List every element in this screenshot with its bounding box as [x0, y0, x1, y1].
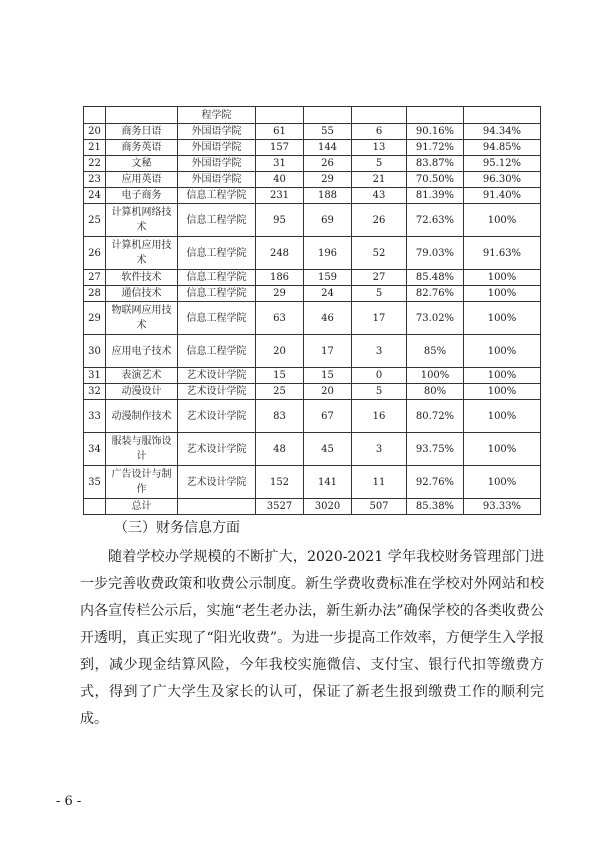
table-cell: 231	[256, 188, 304, 204]
table-cell: 信息工程学院	[178, 302, 256, 335]
table-row	[84, 286, 541, 302]
table-cell: 26	[84, 237, 106, 270]
table-row	[84, 237, 541, 270]
table-cell: 100%	[464, 204, 541, 237]
table-cell: 外国语学院	[178, 124, 256, 140]
table-cell: 20	[256, 335, 304, 368]
table-cell: 196	[304, 237, 352, 270]
table-cell: 92.76%	[407, 466, 464, 499]
table-cell: 计算机网络技术	[106, 204, 178, 237]
table-cell: 100%	[407, 368, 464, 384]
table-cell: 55	[304, 124, 352, 140]
table-cell: 43	[352, 188, 407, 204]
table-cell: 31	[256, 156, 304, 172]
table-cell: 100%	[464, 466, 541, 499]
table-cell: 186	[256, 270, 304, 286]
table-cell: 23	[84, 172, 106, 188]
table-cell: 艺术设计学院	[178, 384, 256, 400]
table-cell: 11	[352, 466, 407, 499]
table-cell: 141	[304, 466, 352, 499]
table-cell: 35	[84, 466, 106, 499]
table-cell	[106, 107, 178, 124]
table-cell: 85.38%	[407, 499, 464, 515]
table-cell: 艺术设计学院	[178, 368, 256, 384]
table-cell	[178, 499, 256, 515]
table-cell	[352, 107, 407, 124]
table-cell: 商务英语	[106, 140, 178, 156]
table-cell: 25	[84, 204, 106, 237]
table-cell: 40	[256, 172, 304, 188]
table-cell: 96.30%	[464, 172, 541, 188]
table-cell: 20	[304, 384, 352, 400]
table-row	[84, 335, 541, 368]
table-cell: 91.63%	[464, 237, 541, 270]
table-cell: 73.02%	[407, 302, 464, 335]
table-cell: 21	[84, 140, 106, 156]
table-cell: 83.87%	[407, 156, 464, 172]
table-cell: 100%	[464, 335, 541, 368]
table-cell: 信息工程学院	[178, 188, 256, 204]
table-cell: 3	[352, 433, 407, 466]
table-cell: 5	[352, 384, 407, 400]
table-cell: 外国语学院	[178, 140, 256, 156]
table-cell: 159	[304, 270, 352, 286]
table-cell: 72.63%	[407, 204, 464, 237]
table-cell: 16	[352, 400, 407, 433]
table-cell: 32	[84, 384, 106, 400]
table-cell: 25	[256, 384, 304, 400]
table-cell: 总计	[106, 499, 178, 515]
table-cell: 29	[256, 286, 304, 302]
table-row	[84, 156, 541, 172]
table-cell: 95	[256, 204, 304, 237]
table-cell: 信息工程学院	[178, 286, 256, 302]
table-row-continued	[84, 107, 541, 124]
table-row	[84, 204, 541, 237]
table-cell: 188	[304, 188, 352, 204]
table-cell: 6	[352, 124, 407, 140]
table-cell: 85%	[407, 335, 464, 368]
table-cell: 17	[304, 335, 352, 368]
table-cell: 93.75%	[407, 433, 464, 466]
table-row	[84, 172, 541, 188]
table-cell: 48	[256, 433, 304, 466]
table-cell: 29	[304, 172, 352, 188]
table-cell: 27	[84, 270, 106, 286]
table-cell: 82.76%	[407, 286, 464, 302]
table-cell	[407, 107, 464, 124]
table-cell	[84, 107, 106, 124]
table-cell: 3020	[304, 499, 352, 515]
table-cell: 83	[256, 400, 304, 433]
table-cell: 软件技术	[106, 270, 178, 286]
table-row	[84, 302, 541, 335]
table-cell: 52	[352, 237, 407, 270]
table-cell: 93.33%	[464, 499, 541, 515]
table-cell: 100%	[464, 368, 541, 384]
table-cell: 95.12%	[464, 156, 541, 172]
table-cell: 248	[256, 237, 304, 270]
table-cell: 91.72%	[407, 140, 464, 156]
table-cell: 24	[84, 188, 106, 204]
table-cell	[464, 107, 541, 124]
table-cell: 艺术设计学院	[178, 400, 256, 433]
table-cell: 表演艺术	[106, 368, 178, 384]
table-total-row	[84, 499, 541, 515]
table-cell: 文秘	[106, 156, 178, 172]
table-cell: 26	[304, 156, 352, 172]
table-cell: 100%	[464, 302, 541, 335]
table-cell: 20	[84, 124, 106, 140]
table-row	[84, 466, 541, 499]
table-cell: 13	[352, 140, 407, 156]
table-cell: 100%	[464, 384, 541, 400]
table-row	[84, 188, 541, 204]
table-cell: 33	[84, 400, 106, 433]
table-cell: 5	[352, 156, 407, 172]
table-cell: 服装与服饰设计	[106, 433, 178, 466]
table-row	[84, 384, 541, 400]
table-cell: 157	[256, 140, 304, 156]
table-cell: 94.85%	[464, 140, 541, 156]
table-cell: 80%	[407, 384, 464, 400]
table-cell: 22	[84, 156, 106, 172]
table-cell: 物联网应用技术	[106, 302, 178, 335]
table-cell: 24	[304, 286, 352, 302]
table-row	[84, 368, 541, 384]
table-cell: 21	[352, 172, 407, 188]
table-cell: 计算机应用技术	[106, 237, 178, 270]
table-cell: 31	[84, 368, 106, 384]
table-cell: 152	[256, 466, 304, 499]
table-cell: 100%	[464, 433, 541, 466]
table-cell: 0	[352, 368, 407, 384]
table-cell: 外国语学院	[178, 172, 256, 188]
table-row	[84, 140, 541, 156]
table-cell: 81.39%	[407, 188, 464, 204]
table-cell: 艺术设计学院	[178, 433, 256, 466]
table-cell: 69	[304, 204, 352, 237]
table-cell: 应用电子技术	[106, 335, 178, 368]
table-row	[84, 400, 541, 433]
table-cell: 商务日语	[106, 124, 178, 140]
table-cell: 5	[352, 286, 407, 302]
table-cell: 电子商务	[106, 188, 178, 204]
body-paragraph: 随着学校办学规模的不断扩大，2020-2021 学年我校财务管理部门进一步完善收费政策和收费公示制度。新生学费收费标准在学校对外网站和校内各宣传栏公示后，实施“老生老办法，新生新办法”确保学校的各类收费公开透明，真正实现了“阳光收费”。为进一步提高工作效率，方便学生入学报到，减少现金结算风险，今年我校实施微信、支付宝、银行代扣等缴费方式，得到了广大学生及家长的认可，保证了新老生报到缴费工作的顺利完成。	[80, 549, 544, 727]
table-cell: 15	[256, 368, 304, 384]
table-cell	[256, 107, 304, 124]
table-cell	[304, 107, 352, 124]
table-cell: 34	[84, 433, 106, 466]
table-cell: 67	[304, 400, 352, 433]
table-cell: 100%	[464, 286, 541, 302]
table-cell: 46	[304, 302, 352, 335]
table-cell: 80.72%	[407, 400, 464, 433]
table-cell: 27	[352, 270, 407, 286]
table-cell: 100%	[464, 270, 541, 286]
table-cell: 信息工程学院	[178, 270, 256, 286]
table-row	[84, 124, 541, 140]
table-cell: 17	[352, 302, 407, 335]
table-cell: 507	[352, 499, 407, 515]
enrollment-stats-table	[83, 106, 541, 515]
table-cell: 26	[352, 204, 407, 237]
table-cell: 85.48%	[407, 270, 464, 286]
table-row	[84, 433, 541, 466]
table-cell: 程学院	[178, 107, 256, 124]
table-cell: 79.03%	[407, 237, 464, 270]
table-cell: 信息工程学院	[178, 237, 256, 270]
table-cell: 广告设计与制作	[106, 466, 178, 499]
table-cell: 70.50%	[407, 172, 464, 188]
table-cell: 外国语学院	[178, 156, 256, 172]
section-heading: （三）财务信息方面	[114, 520, 240, 536]
table-cell: 艺术设计学院	[178, 466, 256, 499]
table-cell: 28	[84, 286, 106, 302]
table-cell: 3527	[256, 499, 304, 515]
table-cell: 3	[352, 335, 407, 368]
table-cell: 45	[304, 433, 352, 466]
table-cell: 29	[84, 302, 106, 335]
table-cell: 61	[256, 124, 304, 140]
page-number: - 6 -	[56, 794, 82, 809]
table-cell: 信息工程学院	[178, 204, 256, 237]
table-cell: 91.40%	[464, 188, 541, 204]
table-row	[84, 270, 541, 286]
table-cell: 应用英语	[106, 172, 178, 188]
table-cell: 15	[304, 368, 352, 384]
table-cell: 信息工程学院	[178, 335, 256, 368]
table-cell: 144	[304, 140, 352, 156]
table-cell: 动漫设计	[106, 384, 178, 400]
table-cell: 63	[256, 302, 304, 335]
table-cell: 动漫制作技术	[106, 400, 178, 433]
table-cell: 100%	[464, 400, 541, 433]
table-cell: 通信技术	[106, 286, 178, 302]
table-cell: 30	[84, 335, 106, 368]
table-cell: 94.34%	[464, 124, 541, 140]
table-cell	[84, 499, 106, 515]
table-cell: 90.16%	[407, 124, 464, 140]
